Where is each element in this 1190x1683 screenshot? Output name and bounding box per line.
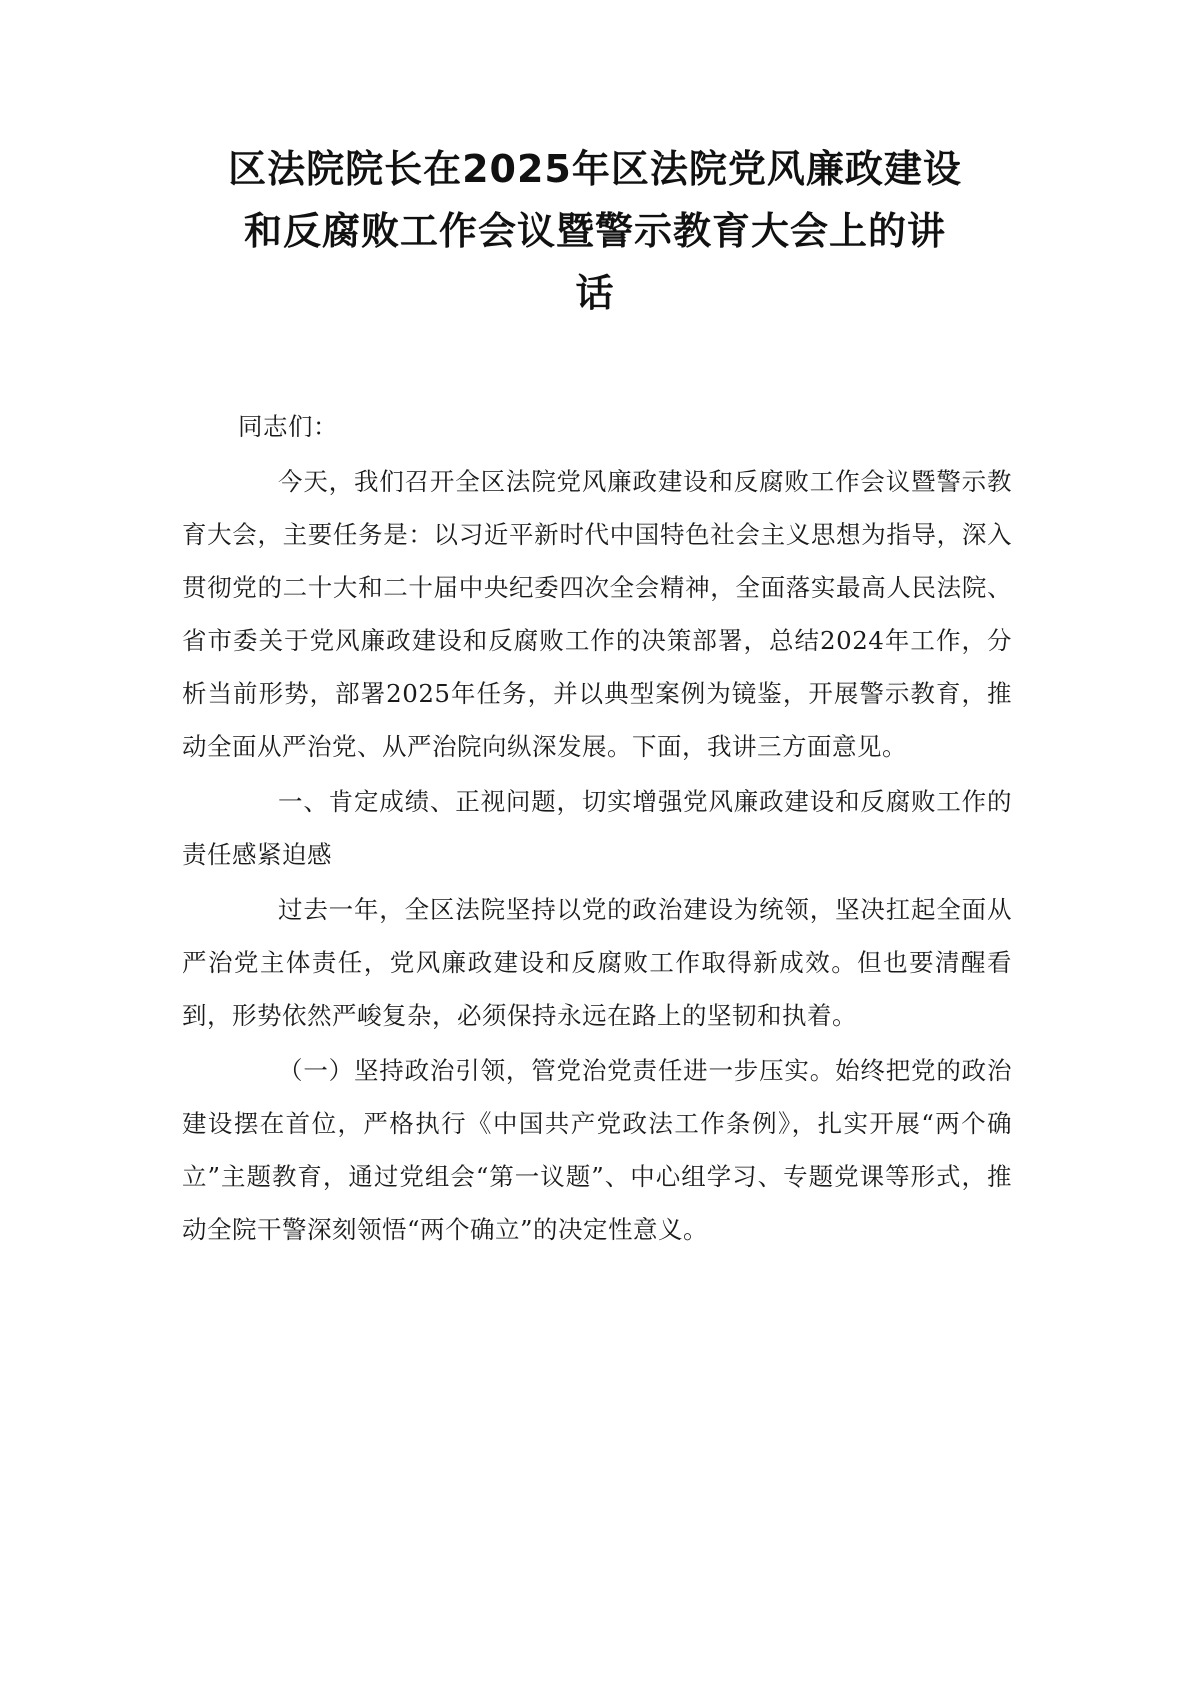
title-line-3: 话 <box>575 271 615 315</box>
document-title <box>175 138 1015 324</box>
title-line-2: 和反腐败工作会议暨警示教育大会上的讲 <box>243 209 946 253</box>
section-1-paragraph: 过去一年，全区法院坚持以党的政治建设为统领，坚决扛起全面从严治党主体责任，党风廉政建设和反腐败工作取得新成效。但也要清醒看到，形势依然严峻复杂，必须保持永远在路上的坚韧和执着。 <box>182 895 1012 1030</box>
subsection-1-paragraph: （一）坚持政治引领，管党治党责任进一步压实。始终把党的政治建设摆在首位，严格执行《中国共产党政法工作条例》，扎实开展“两个确立”主题教育，通过党组会“第一议题”、中心组学习、专题党课等形式，推动全院干警深刻领悟“两个确立”的决定性意义。 <box>182 1056 1012 1244</box>
intro-paragraph: 今天，我们召开全区法院党风廉政建设和反腐败工作会议暨警示教育大会，主要任务是：以习近平新时代中国特色社会主义思想为指导，深入贯彻党的二十大和二十届中央纪委四次全会精神，全面落实最高人民法院、省市委关于党风廉政建设和反腐败工作的决策部署，总结2024年工作，分析当前形势，部署2025年任务，并以典型案例为镜鉴，开展警示教育，推动全面从严治党、从严治院向纵深发展。下面，我讲三方面意见。 <box>182 467 1012 761</box>
document-body <box>182 400 1012 1256</box>
title-line-1: 区法院院长在2025年区法院党风廉政建设 <box>228 147 962 191</box>
salutation: 同志们： <box>238 412 338 441</box>
section-heading-1: 一、肯定成绩、正视问题，切实增强党风廉政建设和反腐败工作的责任感紧迫感 <box>182 787 1012 869</box>
